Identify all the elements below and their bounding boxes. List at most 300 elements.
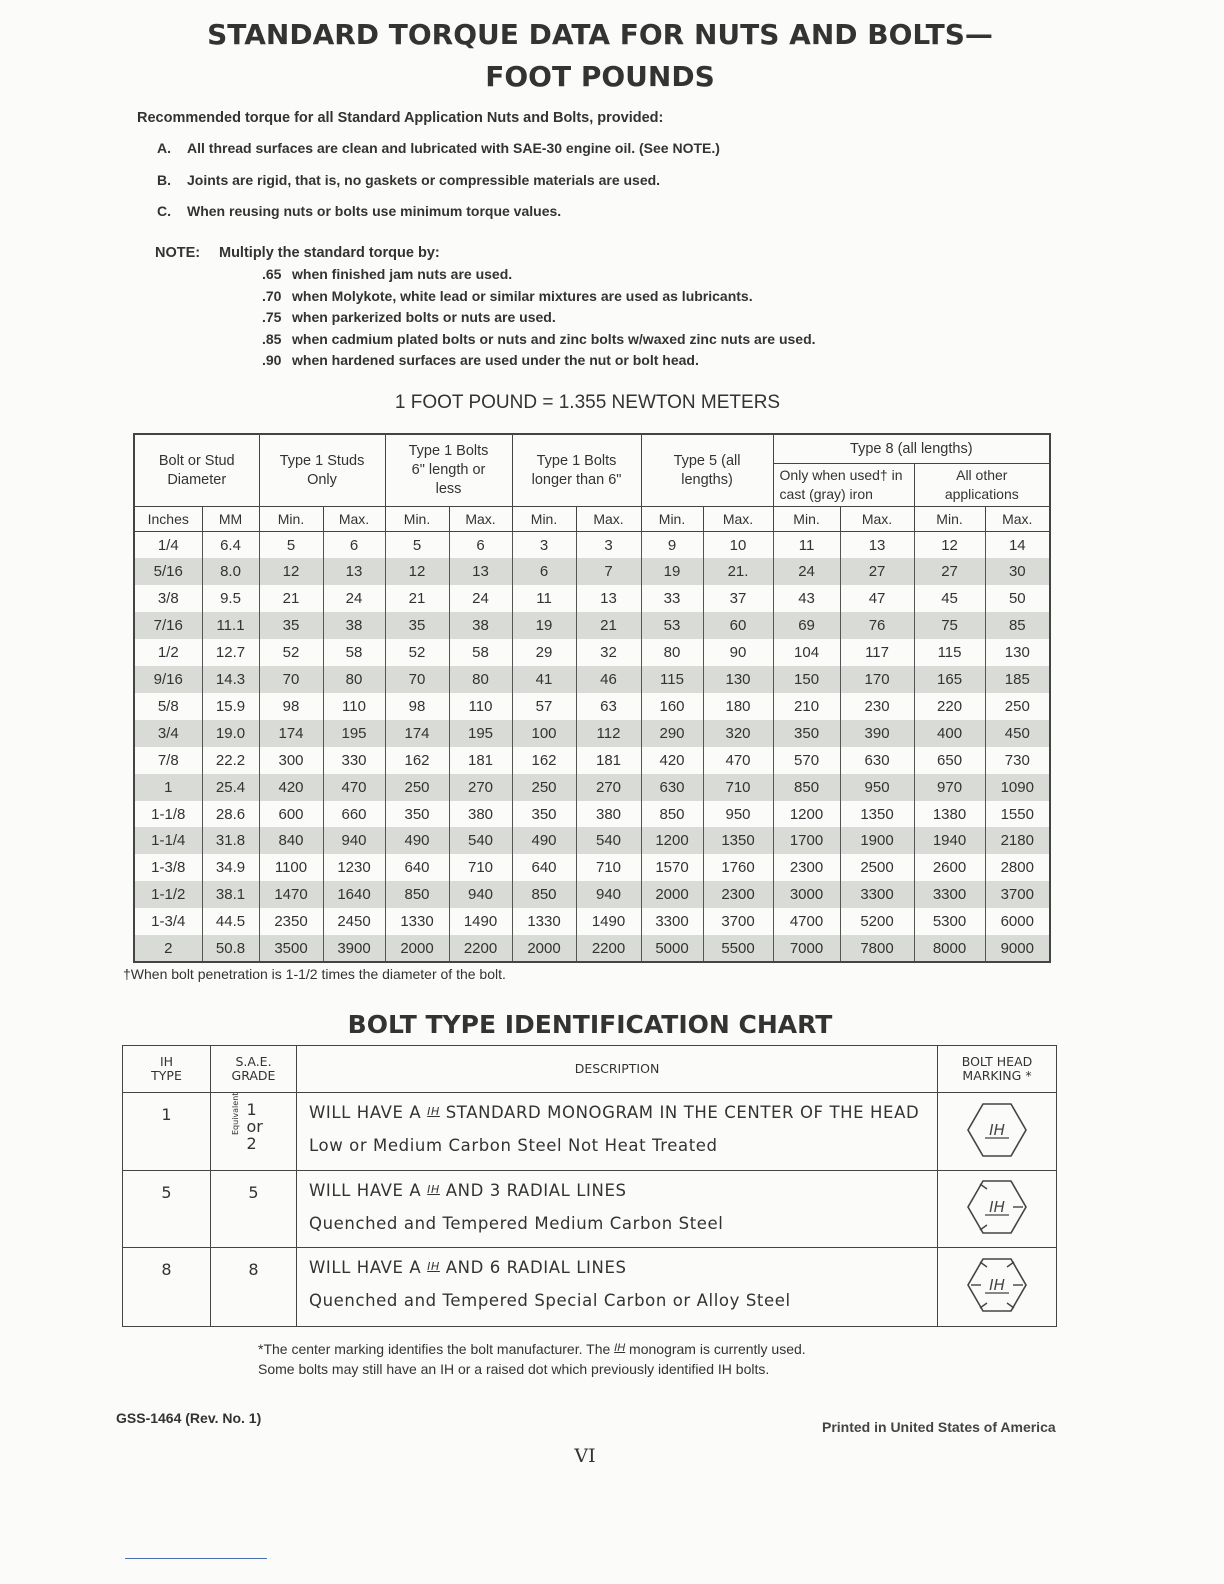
torque-value-cell: 7 xyxy=(576,558,641,585)
header-type1-6in: Type 1 Bolts 6" length or less xyxy=(385,434,512,507)
page-title-line1: STANDARD TORQUE DATA FOR NUTS AND BOLTS— xyxy=(207,18,993,51)
multiplier-text: when finished jam nuts are used. xyxy=(292,266,513,282)
diameter-inches-cell: 5/8 xyxy=(134,693,202,720)
torque-value-cell: 98 xyxy=(385,693,449,720)
torque-value-cell: 3 xyxy=(512,532,576,559)
header-sae-grade: S.A.E. GRADE xyxy=(211,1046,297,1093)
torque-value-cell: 21 xyxy=(576,612,641,639)
torque-value-cell: 1200 xyxy=(773,801,840,828)
footnote-line2: Some bolts may still have an IH or a raised dot which previously identified IH bolts. xyxy=(258,1361,770,1377)
bolt-head-marking-cell xyxy=(938,1093,1057,1171)
torque-value-cell: 60 xyxy=(703,612,773,639)
grade-value: 2 xyxy=(246,1134,257,1153)
torque-value-cell: 117 xyxy=(840,639,914,666)
torque-value-cell: 1550 xyxy=(985,801,1050,828)
description-line2: Quenched and Tempered Special Carbon or Alloy Steel xyxy=(309,1290,791,1310)
diameter-mm-cell: 6.4 xyxy=(202,532,259,559)
torque-value-cell: 76 xyxy=(840,612,914,639)
torque-value-cell: 3900 xyxy=(323,935,385,962)
ih-monogram-icon: IH xyxy=(427,1183,440,1196)
torque-value-cell: 730 xyxy=(985,747,1050,774)
torque-value-cell: 540 xyxy=(576,827,641,854)
equivalent-label: Equivalent xyxy=(230,1092,240,1135)
footnote-line1-post: monogram is currently used. xyxy=(629,1341,806,1357)
torque-value-cell: 570 xyxy=(773,747,840,774)
multiplier-item xyxy=(262,309,556,325)
header-max: Max. xyxy=(703,507,773,532)
bolt-chart-title: BOLT TYPE IDENTIFICATION CHART xyxy=(347,1010,833,1039)
condition-letter: C. xyxy=(157,203,171,219)
torque-row xyxy=(134,935,1050,962)
torque-value-cell: 650 xyxy=(914,747,985,774)
torque-value-cell: 32 xyxy=(576,639,641,666)
note-label: NOTE: xyxy=(155,245,201,261)
torque-value-cell: 630 xyxy=(840,747,914,774)
diameter-mm-cell: 12.7 xyxy=(202,639,259,666)
torque-value-cell: 710 xyxy=(703,774,773,801)
torque-value-cell: 110 xyxy=(323,693,385,720)
ih-monogram-glyph: IH xyxy=(989,1197,1005,1216)
torque-value-cell: 5300 xyxy=(914,908,985,935)
header-type1-long: Type 1 Bolts longer than 6" xyxy=(512,434,641,507)
ih-monogram-glyph: IH xyxy=(989,1120,1005,1139)
torque-value-cell: 1090 xyxy=(985,774,1050,801)
torque-value-cell: 420 xyxy=(641,747,703,774)
torque-value-cell: 45 xyxy=(914,585,985,612)
torque-row xyxy=(134,774,1050,801)
torque-value-cell: 490 xyxy=(385,827,449,854)
multiplier-factor: .75 xyxy=(262,309,282,325)
description-cell xyxy=(297,1171,938,1248)
condition-c xyxy=(157,203,561,219)
header-max: Max. xyxy=(323,507,385,532)
torque-value-cell: 470 xyxy=(703,747,773,774)
torque-value-cell: 63 xyxy=(576,693,641,720)
torque-value-cell: 80 xyxy=(641,639,703,666)
torque-value-cell: 150 xyxy=(773,666,840,693)
torque-value-cell: 470 xyxy=(323,774,385,801)
torque-value-cell: 50 xyxy=(985,585,1050,612)
diameter-mm-cell: 14.3 xyxy=(202,666,259,693)
dagger-note: †When bolt penetration is 1-1/2 times the diameter of the bolt. xyxy=(123,966,506,982)
torque-value-cell: 2800 xyxy=(985,854,1050,881)
diameter-inches-cell: 1-1/8 xyxy=(134,801,202,828)
torque-value-cell: 38 xyxy=(449,612,512,639)
footnote-line1 xyxy=(258,1341,806,1357)
header-max: Max. xyxy=(576,507,641,532)
torque-value-cell: 160 xyxy=(641,693,703,720)
torque-value-cell: 9 xyxy=(641,532,703,559)
torque-value-cell: 38 xyxy=(323,612,385,639)
torque-value-cell: 250 xyxy=(385,774,449,801)
torque-value-cell: 270 xyxy=(576,774,641,801)
intro-text: Recommended torque for all Standard Application Nuts and Bolts, provided: xyxy=(137,110,664,126)
torque-value-cell: 940 xyxy=(449,881,512,908)
condition-b xyxy=(157,172,660,188)
torque-value-cell: 27 xyxy=(914,558,985,585)
torque-value-cell: 24 xyxy=(773,558,840,585)
torque-row xyxy=(134,693,1050,720)
torque-value-cell: 52 xyxy=(385,639,449,666)
sae-grade-cell: 5 xyxy=(211,1171,297,1248)
torque-row xyxy=(134,854,1050,881)
torque-value-cell: 30 xyxy=(985,558,1050,585)
description-line1-post: AND 6 RADIAL LINES xyxy=(445,1257,627,1277)
torque-value-cell: 19 xyxy=(641,558,703,585)
torque-value-cell: 850 xyxy=(385,881,449,908)
torque-value-cell: 850 xyxy=(641,801,703,828)
torque-value-cell: 90 xyxy=(703,639,773,666)
diameter-inches-cell: 2 xyxy=(134,935,202,962)
footnote-line1-pre: *The center marking identifies the bolt manufacturer. The xyxy=(258,1341,611,1357)
torque-value-cell: 2450 xyxy=(323,908,385,935)
diameter-inches-cell: 1-3/4 xyxy=(134,908,202,935)
torque-value-cell: 220 xyxy=(914,693,985,720)
condition-text: When reusing nuts or bolts use minimum torque values. xyxy=(187,203,562,219)
torque-value-cell: 11 xyxy=(773,532,840,559)
multiplier-item xyxy=(262,288,753,304)
header-type8-other: All other applications xyxy=(914,464,1050,507)
torque-value-cell: 1490 xyxy=(576,908,641,935)
torque-value-cell: 46 xyxy=(576,666,641,693)
torque-value-cell: 1900 xyxy=(840,827,914,854)
torque-value-cell: 33 xyxy=(641,585,703,612)
torque-row xyxy=(134,720,1050,747)
torque-value-cell: 970 xyxy=(914,774,985,801)
header-min: Min. xyxy=(914,507,985,532)
torque-value-cell: 43 xyxy=(773,585,840,612)
torque-value-cell: 950 xyxy=(703,801,773,828)
torque-value-cell: 9000 xyxy=(985,935,1050,962)
torque-value-cell: 174 xyxy=(259,720,323,747)
header-diameter: Bolt or Stud Diameter xyxy=(134,434,259,507)
torque-value-cell: 112 xyxy=(576,720,641,747)
footer-rule xyxy=(125,1558,267,1559)
torque-value-cell: 660 xyxy=(323,801,385,828)
torque-value-cell: 400 xyxy=(914,720,985,747)
multiplier-text: when parkerized bolts or nuts are used. xyxy=(292,309,556,325)
torque-value-cell: 165 xyxy=(914,666,985,693)
torque-value-cell: 130 xyxy=(985,639,1050,666)
torque-value-cell: 2180 xyxy=(985,827,1050,854)
header-type5: Type 5 (all lengths) xyxy=(641,434,773,507)
description-line1-pre: WILL HAVE A xyxy=(309,1181,422,1200)
torque-value-cell: 70 xyxy=(385,666,449,693)
multiplier-factor: .90 xyxy=(262,352,282,368)
header-bolt-head-marking: BOLT HEAD MARKING * xyxy=(938,1046,1057,1093)
grade-or: or xyxy=(246,1117,263,1136)
torque-value-cell: 710 xyxy=(449,854,512,881)
torque-value-cell: 380 xyxy=(576,801,641,828)
torque-value-cell: 7000 xyxy=(773,935,840,962)
torque-value-cell: 2300 xyxy=(773,854,840,881)
multiplier-item xyxy=(262,352,699,368)
header-min: Min. xyxy=(641,507,703,532)
torque-value-cell: 1330 xyxy=(512,908,576,935)
torque-value-cell: 350 xyxy=(385,801,449,828)
torque-table xyxy=(133,433,1051,963)
header-min: Min. xyxy=(259,507,323,532)
diameter-inches-cell: 3/4 xyxy=(134,720,202,747)
torque-value-cell: 7800 xyxy=(840,935,914,962)
torque-value-cell: 3700 xyxy=(703,908,773,935)
ih-monogram-icon: IH xyxy=(427,1105,440,1118)
diameter-inches-cell: 5/16 xyxy=(134,558,202,585)
diameter-inches-cell: 1/4 xyxy=(134,532,202,559)
torque-value-cell: 115 xyxy=(914,639,985,666)
header-min: Min. xyxy=(385,507,449,532)
condition-a xyxy=(157,140,720,156)
condition-text: All thread surfaces are clean and lubricated with SAE-30 engine oil. (See NOTE.) xyxy=(187,140,720,156)
torque-value-cell: 80 xyxy=(449,666,512,693)
diameter-mm-cell: 15.9 xyxy=(202,693,259,720)
header-max: Max. xyxy=(840,507,914,532)
description-line1-pre: WILL HAVE A xyxy=(309,1257,422,1277)
ih-monogram-icon: IH xyxy=(614,1342,626,1354)
torque-value-cell: 69 xyxy=(773,612,840,639)
torque-value-cell: 35 xyxy=(259,612,323,639)
torque-value-cell: 1700 xyxy=(773,827,840,854)
torque-value-cell: 5500 xyxy=(703,935,773,962)
torque-value-cell: 24 xyxy=(449,585,512,612)
torque-value-cell: 181 xyxy=(576,747,641,774)
diameter-mm-cell: 50.8 xyxy=(202,935,259,962)
torque-value-cell: 5 xyxy=(259,532,323,559)
page-number: VI xyxy=(574,1445,596,1467)
torque-value-cell: 3300 xyxy=(840,881,914,908)
torque-value-cell: 330 xyxy=(323,747,385,774)
torque-value-cell: 2000 xyxy=(641,881,703,908)
torque-value-cell: 85 xyxy=(985,612,1050,639)
header-mm: MM xyxy=(202,507,259,532)
torque-value-cell: 13 xyxy=(576,585,641,612)
ih-monogram-glyph: IH xyxy=(989,1275,1005,1294)
torque-value-cell: 1570 xyxy=(641,854,703,881)
torque-row xyxy=(134,639,1050,666)
torque-value-cell: 170 xyxy=(840,666,914,693)
torque-value-cell: 1350 xyxy=(840,801,914,828)
torque-value-cell: 115 xyxy=(641,666,703,693)
torque-value-cell: 940 xyxy=(576,881,641,908)
multiplier-factor: .70 xyxy=(262,288,282,304)
torque-value-cell: 21 xyxy=(385,585,449,612)
torque-value-cell: 6 xyxy=(449,532,512,559)
torque-value-cell: 300 xyxy=(259,747,323,774)
torque-value-cell: 174 xyxy=(385,720,449,747)
torque-value-cell: 3300 xyxy=(641,908,703,935)
torque-value-cell: 24 xyxy=(323,585,385,612)
torque-value-cell: 57 xyxy=(512,693,576,720)
torque-value-cell: 162 xyxy=(385,747,449,774)
torque-value-cell: 195 xyxy=(323,720,385,747)
torque-row xyxy=(134,747,1050,774)
torque-value-cell: 950 xyxy=(840,774,914,801)
torque-value-cell: 210 xyxy=(773,693,840,720)
diameter-mm-cell: 22.2 xyxy=(202,747,259,774)
bolt-row xyxy=(123,1093,1057,1171)
torque-value-cell: 640 xyxy=(385,854,449,881)
torque-value-cell: 181 xyxy=(449,747,512,774)
torque-value-cell: 1330 xyxy=(385,908,449,935)
torque-value-cell: 58 xyxy=(449,639,512,666)
torque-value-cell: 2000 xyxy=(385,935,449,962)
torque-value-cell: 12 xyxy=(259,558,323,585)
torque-row xyxy=(134,881,1050,908)
torque-value-cell: 21. xyxy=(703,558,773,585)
bolt-head-3-lines-icon xyxy=(965,1178,1029,1236)
diameter-mm-cell: 38.1 xyxy=(202,881,259,908)
torque-value-cell: 2200 xyxy=(576,935,641,962)
torque-value-cell: 12 xyxy=(914,532,985,559)
torque-value-cell: 450 xyxy=(985,720,1050,747)
torque-value-cell: 390 xyxy=(840,720,914,747)
torque-value-cell: 162 xyxy=(512,747,576,774)
torque-value-cell: 5 xyxy=(385,532,449,559)
torque-value-cell: 180 xyxy=(703,693,773,720)
torque-value-cell: 1100 xyxy=(259,854,323,881)
header-type8-cast: Only when used† in cast (gray) iron xyxy=(773,464,914,507)
condition-text: Joints are rigid, that is, no gaskets or compressible materials are used. xyxy=(187,172,661,188)
torque-value-cell: 840 xyxy=(259,827,323,854)
torque-value-cell: 540 xyxy=(449,827,512,854)
diameter-inches-cell: 3/8 xyxy=(134,585,202,612)
conversion-note: 1 FOOT POUND = 1.355 NEWTON METERS xyxy=(394,392,781,413)
bolt-head-marking-cell xyxy=(938,1247,1057,1326)
note-heading xyxy=(155,245,440,261)
header-description: DESCRIPTION xyxy=(297,1046,938,1093)
header-type8: Type 8 (all lengths) xyxy=(773,434,1050,464)
torque-value-cell: 1940 xyxy=(914,827,985,854)
torque-value-cell: 1380 xyxy=(914,801,985,828)
diameter-mm-cell: 11.1 xyxy=(202,612,259,639)
torque-value-cell: 940 xyxy=(323,827,385,854)
torque-value-cell: 130 xyxy=(703,666,773,693)
torque-value-cell: 185 xyxy=(985,666,1050,693)
bolt-row xyxy=(123,1247,1057,1326)
torque-value-cell: 630 xyxy=(641,774,703,801)
description-line2: Low or Medium Carbon Steel Not Heat Treated xyxy=(309,1136,718,1155)
torque-value-cell: 2350 xyxy=(259,908,323,935)
torque-value-cell: 10 xyxy=(703,532,773,559)
torque-value-cell: 6 xyxy=(512,558,576,585)
bolt-head-marking-cell xyxy=(938,1171,1057,1248)
torque-value-cell: 70 xyxy=(259,666,323,693)
header-type1-studs: Type 1 Studs Only xyxy=(259,434,385,507)
condition-letter: B. xyxy=(157,172,171,188)
torque-value-cell: 104 xyxy=(773,639,840,666)
torque-value-cell: 6000 xyxy=(985,908,1050,935)
torque-value-cell: 29 xyxy=(512,639,576,666)
diameter-inches-cell: 1-1/4 xyxy=(134,827,202,854)
torque-value-cell: 250 xyxy=(512,774,576,801)
multiplier-item xyxy=(262,331,816,347)
torque-row xyxy=(134,666,1050,693)
torque-value-cell: 270 xyxy=(449,774,512,801)
header-ih-type: IH TYPE xyxy=(123,1046,211,1093)
torque-value-cell: 1470 xyxy=(259,881,323,908)
diameter-mm-cell: 31.8 xyxy=(202,827,259,854)
torque-value-cell: 21 xyxy=(259,585,323,612)
header-min: Min. xyxy=(773,507,840,532)
torque-value-cell: 3000 xyxy=(773,881,840,908)
torque-value-cell: 1760 xyxy=(703,854,773,881)
multiplier-item xyxy=(262,266,512,282)
diameter-inches-cell: 7/16 xyxy=(134,612,202,639)
torque-value-cell: 100 xyxy=(512,720,576,747)
torque-value-cell: 3700 xyxy=(985,881,1050,908)
torque-value-cell: 5200 xyxy=(840,908,914,935)
diameter-inches-cell: 7/8 xyxy=(134,747,202,774)
diameter-mm-cell: 9.5 xyxy=(202,585,259,612)
description-line2: Quenched and Tempered Medium Carbon Steel xyxy=(309,1214,724,1233)
torque-value-cell: 1350 xyxy=(703,827,773,854)
torque-value-cell: 80 xyxy=(323,666,385,693)
diameter-mm-cell: 8.0 xyxy=(202,558,259,585)
diameter-inches-cell: 1-3/8 xyxy=(134,854,202,881)
torque-value-cell: 850 xyxy=(773,774,840,801)
torque-value-cell: 2200 xyxy=(449,935,512,962)
header-max: Max. xyxy=(449,507,512,532)
header-inches: Inches xyxy=(134,507,202,532)
torque-value-cell: 2000 xyxy=(512,935,576,962)
torque-value-cell: 350 xyxy=(773,720,840,747)
torque-value-cell: 35 xyxy=(385,612,449,639)
torque-value-cell: 320 xyxy=(703,720,773,747)
torque-row xyxy=(134,801,1050,828)
torque-value-cell: 19 xyxy=(512,612,576,639)
torque-value-cell: 290 xyxy=(641,720,703,747)
form-number: GSS-1464 (Rev. No. 1) xyxy=(116,1410,262,1426)
diameter-mm-cell: 34.9 xyxy=(202,854,259,881)
torque-value-cell: 75 xyxy=(914,612,985,639)
torque-row xyxy=(134,908,1050,935)
bolt-head-6-lines-icon xyxy=(965,1256,1029,1314)
header-min: Min. xyxy=(512,507,576,532)
diameter-inches-cell: 1/2 xyxy=(134,639,202,666)
torque-row xyxy=(134,827,1050,854)
note-text: Multiply the standard torque by: xyxy=(219,245,440,261)
diameter-inches-cell: 1-1/2 xyxy=(134,881,202,908)
torque-value-cell: 53 xyxy=(641,612,703,639)
torque-value-cell: 490 xyxy=(512,827,576,854)
torque-value-cell: 2600 xyxy=(914,854,985,881)
diameter-mm-cell: 28.6 xyxy=(202,801,259,828)
torque-value-cell: 98 xyxy=(259,693,323,720)
torque-value-cell: 1490 xyxy=(449,908,512,935)
header-max: Max. xyxy=(985,507,1050,532)
bolt-type-table xyxy=(122,1045,1057,1327)
torque-value-cell: 640 xyxy=(512,854,576,881)
torque-row xyxy=(134,558,1050,585)
torque-value-cell: 4700 xyxy=(773,908,840,935)
torque-value-cell: 850 xyxy=(512,881,576,908)
sae-grade-cell: 8 xyxy=(211,1247,297,1326)
sae-grade-cell xyxy=(211,1093,297,1171)
torque-value-cell: 195 xyxy=(449,720,512,747)
torque-value-cell: 47 xyxy=(840,585,914,612)
ih-monogram-icon: IH xyxy=(427,1259,440,1273)
diameter-mm-cell: 44.5 xyxy=(202,908,259,935)
description-line1-post: AND 3 RADIAL LINES xyxy=(445,1181,627,1200)
multiplier-text: when Molykote, white lead or similar mixtures are used as lubricants. xyxy=(292,288,753,304)
torque-value-cell: 710 xyxy=(576,854,641,881)
multiplier-text: when cadmium plated bolts or nuts and zinc bolts w/waxed zinc nuts are used. xyxy=(292,331,816,347)
torque-value-cell: 420 xyxy=(259,774,323,801)
torque-row xyxy=(134,612,1050,639)
bolt-head-plain-icon xyxy=(965,1101,1029,1159)
torque-value-cell: 27 xyxy=(840,558,914,585)
torque-value-cell: 3500 xyxy=(259,935,323,962)
